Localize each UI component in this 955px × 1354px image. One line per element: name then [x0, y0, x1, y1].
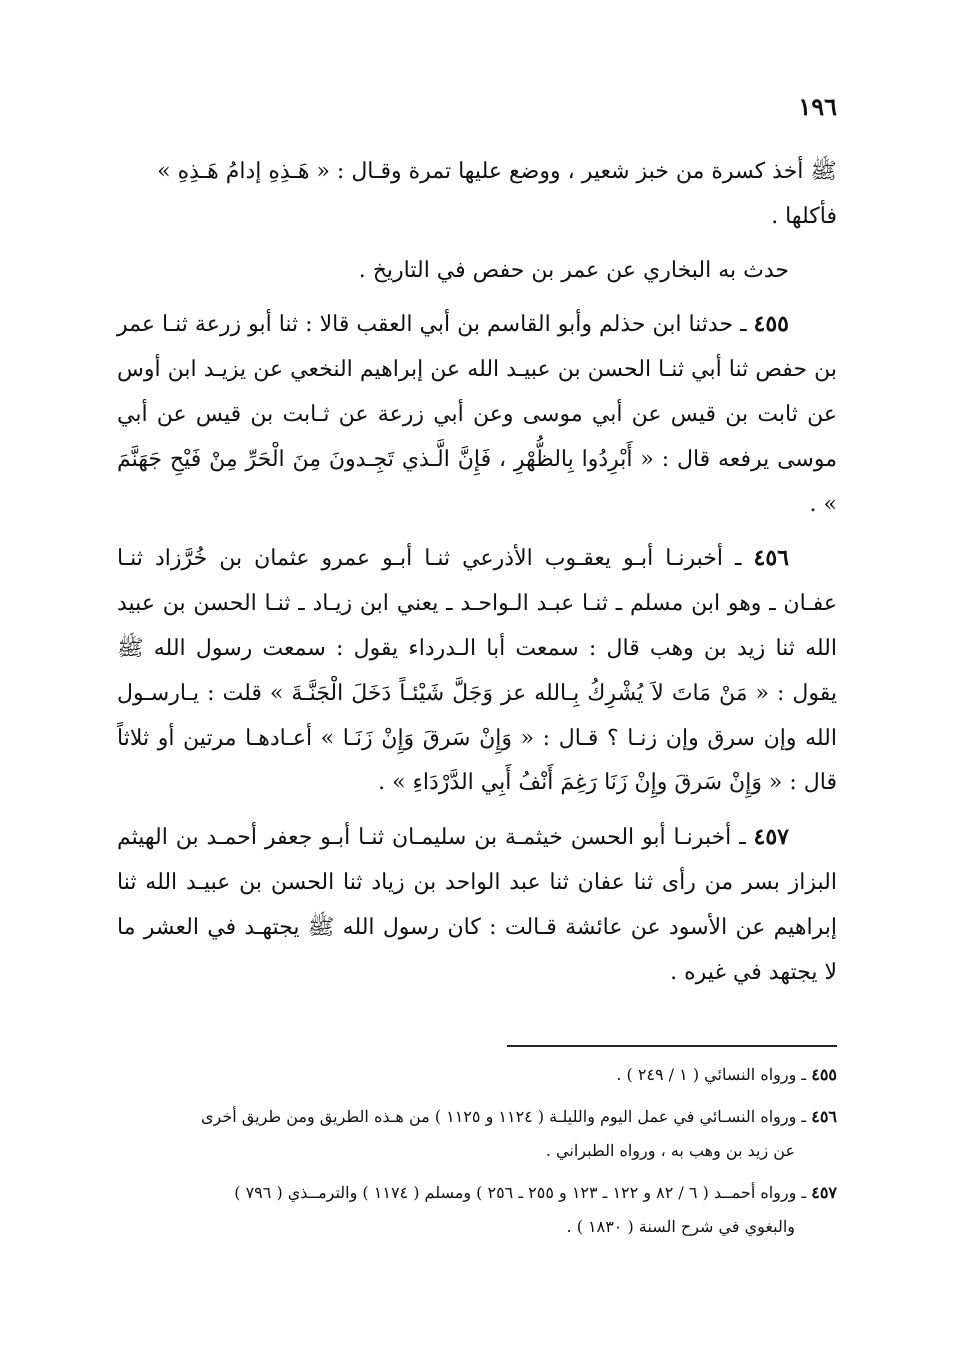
hadith-text: ـ حدثنا ابن حذلم وأبو القاسم بن أبي العقب قالا : ثنا أبو زرعة ثنـا عمر بن حفص ثنا أبي ثنـا الحسن بن عبيـد الله عن إبراهيم النخعي عن يزيـد ابن أوس عن ثابت بن قيس عن أبي موسى وعن أبي زرعة عن ثـابت بن قيس عن أبي موسى يرفعه قال : « أَبْرِدُوا بِالظُّهْرِ ، فَإِنَّ الَّـذي تَجِـدونَ مِنَ الْحَرِّ مِنْ فَيْحِ جَهَنَّمَ » .	[117, 312, 837, 517]
intro-line-2: فأكلها .	[771, 203, 837, 229]
hadith-455	[117, 302, 837, 527]
footnote-text: ـ ورواه أحمــد ( ٦ / ٨٢ و ١٢٢ ـ ١٢٣ و ٢٥٥ ـ ٢٥٦ ) ومسلم ( ١١٧٤ ) والترمــذي ( ٧٩٦ )	[234, 1183, 807, 1202]
footnote-number: ٤٥٥	[811, 1065, 837, 1084]
hadith-number: ٤٥٦	[753, 545, 789, 572]
footnote-text: ـ ورواه النسائي ( ١ / ٢٤٩ ) .	[616, 1065, 807, 1084]
footnote-457	[117, 1176, 837, 1244]
hadith-number: ٤٥٧	[753, 824, 789, 851]
hadith-text: ـ أخبرنـا أبو الحسن خيثمـة بن سليمـان ثنـا أبـو جعفر أحمـد بن الهيثم البزاز بسر من رأى ثنا عفان ثنا عبد الواحد بن زياد ثنا الحسن بن عبيـد الله ثنا إبراهيم عن الأسود عن عائشة قـالت : كان رسول الله ﷺ يجتهـد في العشر ما لا يجتهد في غيره .	[117, 825, 837, 985]
hadith-457	[117, 815, 837, 995]
hadith-456	[117, 536, 837, 806]
footnote-continuation: والبغوي في شرح السنة ( ١٨٣٠ ) .	[566, 1217, 795, 1236]
hadith-text: ـ أخبرنـا أبـو يعقـوب الأذرعي ثنـا أبـو عمرو عثمان بن خُرَّزاد ثنـا عفـان ـ وهو ابن مسلم ـ ثنـا عبـد الـواحـد ـ يعني ابن زيـاد ـ ثنـا الحسن بن عبيد الله ثنا زيد بن وهب قال : سمعت أبا الـدرداء يقول : سمعت رسول الله ﷺ يقول : « مَنْ مَاتَ لاَ يُشْرِكُ بِـالله عز وَجَلَّ شَيْئـاً دَخَلَ الْجَنَّـةَ » قلت : يـارسـول الله وإن سرق وإن زنـا ؟ قـال : « وَإِنْ سَرقَ وَإِنْ زَنَـا » أعـادهـا مرتين أو ثلاثاً قال : « وَإِنْ سَرقَ وإِنْ زَنَا رَغِمَ أَنْفُ أَبِي الدَّرْدَاءِ » .	[117, 546, 837, 796]
footnote-divider	[507, 1045, 837, 1047]
main-text	[117, 150, 837, 995]
hadith-number: ٤٥٥	[753, 311, 789, 338]
footnote-text: ـ ورواه النسـائي في عمل اليوم والليلـة ( ١١٢٤ و ١١٢٥ ) من هـذه الطريق ومن طريق أخرى	[201, 1107, 807, 1126]
page-number: ١٩٦	[798, 92, 837, 121]
footnote-continuation: عن زيد بن وهب به ، ورواه الطبراني .	[545, 1141, 795, 1160]
footnotes	[117, 1058, 837, 1244]
footnote-number: ٤٥٦	[811, 1107, 837, 1126]
footnote-455	[117, 1058, 837, 1092]
intro-line-1: ﷺ أخذ كسرة من خبز شعير ، ووضع عليها تمرة وقـال : « هَـذِهِ إدامُ هَـذِهِ »	[157, 159, 837, 184]
footnote-number: ٤٥٧	[811, 1183, 837, 1202]
footnote-456	[117, 1100, 837, 1168]
source-note: حدث به البخاري عن عمر بن حفص في التاريخ .	[358, 257, 789, 283]
